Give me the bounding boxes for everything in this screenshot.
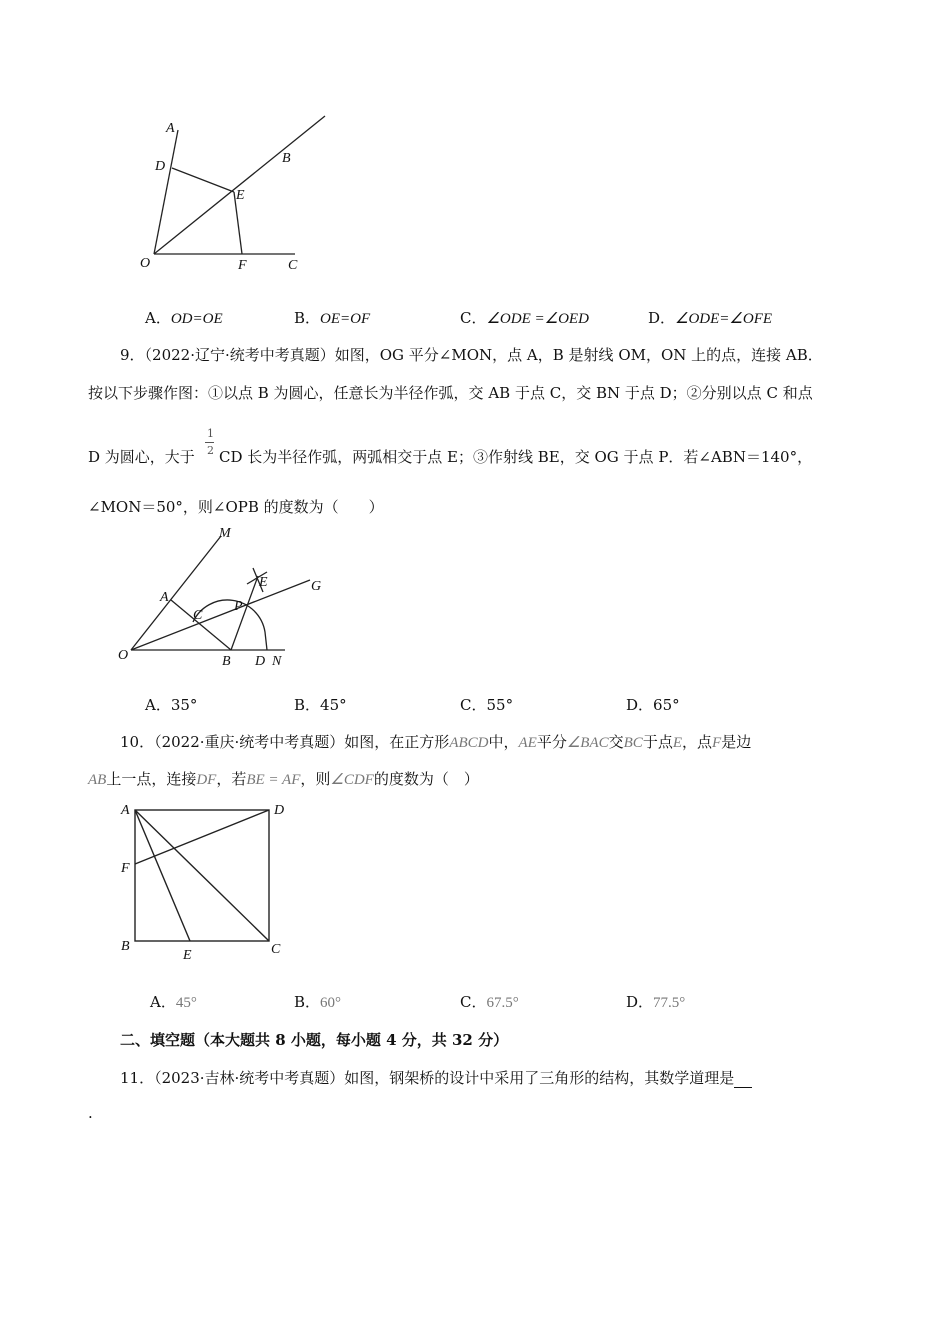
label-B: B: [121, 939, 130, 954]
figure-q9: [115, 522, 335, 672]
label-C: C: [288, 258, 298, 273]
label-E: E: [236, 188, 245, 203]
label-E: E: [259, 575, 268, 590]
label-C: C: [271, 942, 281, 957]
label-P: P: [234, 599, 243, 614]
label-A: A: [160, 590, 169, 605]
q9-option-c[interactable]: C．55°: [460, 696, 514, 714]
q9-line2: 按以下步骤作图：①以点 B 为圆心，任意长为半径作弧，交 AB 于点 C，交 BN 于点 D；②分别以点 C 和点: [88, 384, 813, 402]
q9-line3-pre: D 为圆心，大于: [88, 448, 195, 466]
label-M: M: [219, 526, 231, 541]
label-D: D: [155, 159, 166, 174]
section-heading-fill-in: 二、填空题（本大题共 8 小题，每小题 4 分，共 32 分）: [120, 1031, 509, 1049]
label-N: N: [272, 654, 282, 669]
q8-option-b[interactable]: B．OE=OF: [294, 309, 371, 327]
q10-option-c[interactable]: C．67.5°: [460, 993, 519, 1011]
label-G: G: [311, 579, 322, 594]
label-O: O: [118, 648, 129, 663]
q8-option-a[interactable]: A．OD=OE: [145, 309, 223, 327]
q10-option-b[interactable]: B．60°: [294, 993, 342, 1011]
label-D: D: [255, 654, 266, 669]
q9-frac-bar: [205, 442, 214, 443]
q10-line1: 10．（2022·重庆·统考中考真题）如图，在正方形ABCD中，AE平分∠BAC交BC于点E，点F是边: [120, 733, 752, 751]
label-A: A: [121, 803, 130, 818]
label-F: F: [121, 861, 130, 876]
q9-frac-den: 2: [207, 444, 214, 457]
q10-line2: AB上一点，连接DF，若BE = AF，则∠CDF的度数为（ ）: [88, 770, 479, 788]
q9-line1: 9．（2022·辽宁·统考中考真题）如图，OG 平分∠MON，点 A，B 是射线 OM，ON 上的点，连接 AB．: [120, 346, 823, 364]
q9-option-d[interactable]: D．65°: [626, 696, 680, 714]
figure-q10: [115, 797, 295, 967]
figure-q8: [130, 110, 350, 290]
q8-option-d[interactable]: D．∠ODE=∠OFE: [648, 309, 773, 327]
q9-line4: ∠MON＝50°，则∠OPB 的度数为（ ）: [88, 498, 384, 516]
label-F: F: [238, 258, 247, 273]
q9-option-b[interactable]: B．45°: [294, 696, 347, 714]
q9-frac-num: 1: [207, 427, 214, 440]
q8-option-c[interactable]: C．∠ODE =∠OED: [460, 309, 589, 327]
label-A: A: [166, 121, 175, 136]
label-E: E: [183, 948, 192, 963]
label-C: C: [193, 608, 203, 623]
q9-line3-post: CD 长为半径作弧，两弧相交于点 E；③作射线 BE，交 OG 于点 P．若∠ABN＝140°，: [219, 448, 813, 466]
q11-line2: .: [88, 1104, 93, 1122]
label-O: O: [140, 256, 151, 271]
q11-line1: 11．（2023·吉林·统考中考真题）如图，钢架桥的设计中采用了三角形的结构，其数学道理是: [120, 1067, 752, 1088]
q10-option-a[interactable]: A．45°: [150, 993, 197, 1011]
label-B: B: [222, 654, 231, 669]
label-B: B: [282, 151, 291, 166]
q10-option-d[interactable]: D．77.5°: [626, 993, 686, 1011]
q11-answer-blank[interactable]: [734, 1073, 752, 1088]
q9-option-a[interactable]: A．35°: [145, 696, 198, 714]
label-D: D: [274, 803, 285, 818]
